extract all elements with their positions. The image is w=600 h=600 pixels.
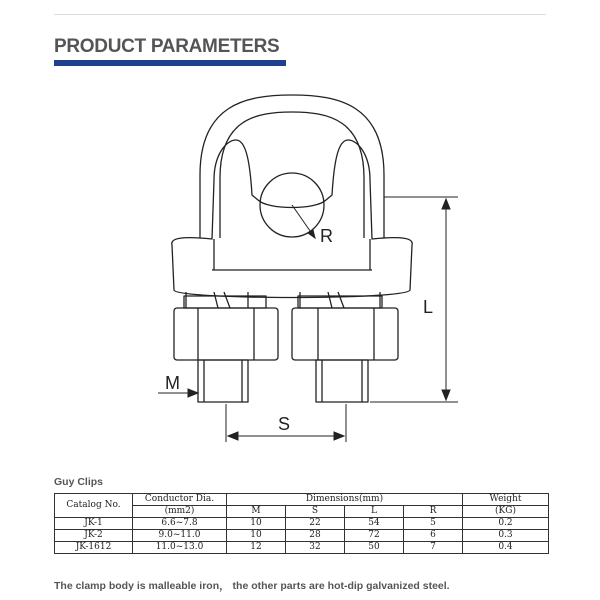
spacing-label: S — [278, 414, 291, 434]
s-arrow-right — [334, 432, 344, 440]
weight-cell: 0.2 — [463, 518, 549, 530]
s-arrow-left — [228, 432, 238, 440]
s-cell: 28 — [286, 530, 345, 542]
left-nut — [174, 308, 278, 360]
l-cell: 72 — [345, 530, 404, 542]
left-nut-facets — [198, 308, 254, 360]
s-cell: 32 — [286, 542, 345, 554]
saddle-inner-edge — [212, 239, 372, 270]
m-cell: 10 — [227, 518, 286, 530]
left-thread-lines — [204, 360, 242, 402]
m-header: M — [227, 506, 286, 518]
thread-size-label: M — [165, 373, 180, 393]
parameters-table — [54, 493, 549, 554]
catalog-cell: JK-1 — [55, 518, 133, 530]
l-header: L — [345, 506, 404, 518]
conductor-unit-header: (mm2) — [133, 506, 227, 518]
catalog-header: Catalog No. — [55, 494, 133, 518]
right-thread-end — [316, 360, 368, 402]
right-thread-lines — [322, 360, 362, 402]
product-section-title: Guy Clips — [54, 476, 104, 488]
page-title: PRODUCT PARAMETERS — [54, 36, 280, 57]
catalog-cell: JK-1612 — [55, 542, 133, 554]
r-cell: 5 — [404, 518, 463, 530]
table-row — [55, 542, 549, 554]
right-leg — [300, 292, 380, 308]
dimensions-header: Dimensions(mm) — [227, 494, 463, 506]
r-cell: 7 — [404, 542, 463, 554]
l-arrow-bottom — [442, 390, 450, 400]
r-header: R — [404, 506, 463, 518]
left-thread-end — [198, 360, 248, 402]
catalog-cell: JK-2 — [55, 530, 133, 542]
right-nut — [292, 308, 398, 360]
table-header-row — [55, 494, 549, 506]
m-arrow — [188, 389, 198, 397]
table-row — [55, 518, 549, 530]
weight-cell: 0.4 — [463, 542, 549, 554]
r-cell: 6 — [404, 530, 463, 542]
conductor-header: Conductor Dia. — [133, 494, 227, 506]
m-cell: 12 — [227, 542, 286, 554]
right-nut-facets — [318, 308, 374, 360]
length-label: L — [423, 297, 434, 317]
u-bolt-outer — [200, 95, 384, 238]
u-bolt-inner — [220, 112, 364, 238]
weight-cell: 0.3 — [463, 530, 549, 542]
saddle-body — [172, 140, 412, 298]
conductor-cell: 6.6~7.8 — [133, 518, 227, 530]
conductor-cell: 11.0~13.0 — [133, 542, 227, 554]
material-footnote: The clamp body is malleable iron， the other parts are hot-dip galvanized steel. — [54, 580, 450, 592]
s-header: S — [286, 506, 345, 518]
s-cell: 22 — [286, 518, 345, 530]
l-cell: 54 — [345, 518, 404, 530]
m-cell: 10 — [227, 530, 286, 542]
l-cell: 50 — [345, 542, 404, 554]
radius-arrow — [308, 230, 315, 238]
weight-header: Weight — [463, 494, 549, 506]
radius-label: R — [320, 226, 333, 246]
l-arrow-top — [442, 199, 450, 209]
weight-unit-header: (KG) — [463, 506, 549, 518]
table-row — [55, 530, 549, 542]
conductor-cell: 9.0~11.0 — [133, 530, 227, 542]
